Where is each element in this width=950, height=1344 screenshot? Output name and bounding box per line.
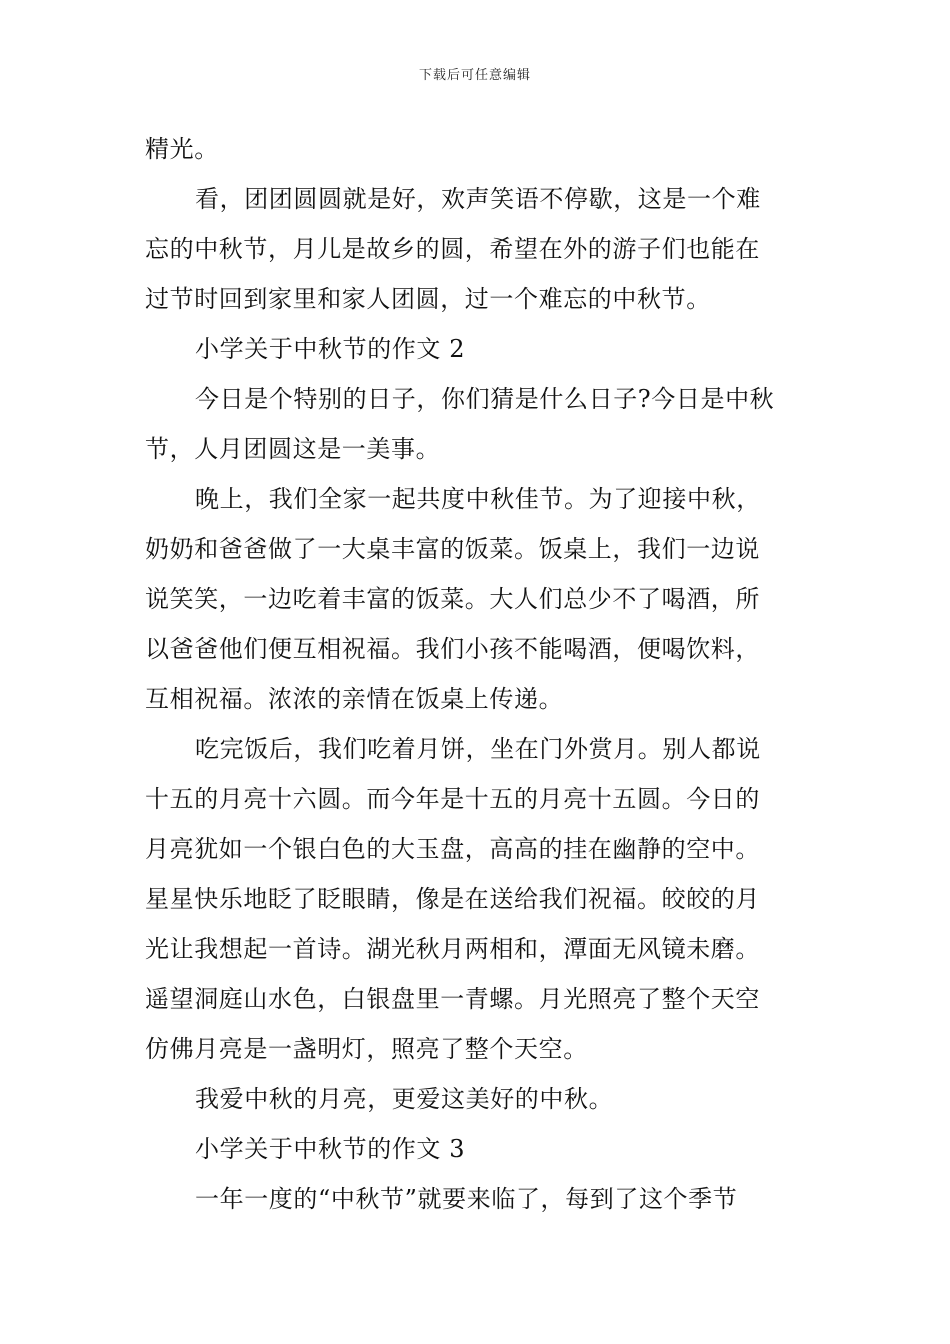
paragraph-start-line: 今日是个特别的日子，你们猜是什么日子?今日是中秋 — [195, 385, 775, 413]
text-line: 互相祝福。浓浓的亲情在饭桌上传递。 — [145, 685, 564, 713]
text-line: 忘的中秋节，月儿是故乡的圆，希望在外的游子们也能在 — [145, 235, 760, 263]
page-header: 下载后可任意编辑 — [418, 68, 531, 83]
paragraph-start-line: 我爱中秋的月亮，更爱这美好的中秋。 — [195, 1085, 614, 1113]
document-body — [145, 124, 810, 1224]
text-line: 十五的月亮十六圆。而今年是十五的月亮十五圆。今日的 — [145, 785, 760, 813]
text-line: 星星快乐地眨了眨眼睛，像是在送给我们祝福。皎皎的月 — [145, 885, 760, 913]
text-line: 过节时回到家里和家人团圆，过一个难忘的中秋节。 — [145, 285, 711, 313]
text-line: 说笑笑，一边吃着丰富的饭菜。大人们总少不了喝酒，所 — [145, 585, 760, 613]
text-line: 光让我想起一首诗。湖光秋月两相和，潭面无风镜未磨。 — [145, 935, 760, 963]
text-line: 以爸爸他们便互相祝福。我们小孩不能喝酒，便喝饮料， — [145, 635, 760, 663]
text-line: 仿佛月亮是一盏明灯，照亮了整个天空。 — [145, 1035, 588, 1063]
paragraph-start-line: 晚上，我们全家一起共度中秋佳节。为了迎接中秋， — [195, 485, 761, 513]
section-heading: 小学关于中秋节的作文 3 — [195, 1135, 466, 1163]
text-line: 节，人月团圆这是一美事。 — [145, 435, 441, 463]
text-line: 月亮犹如一个银白色的大玉盘，高高的挂在幽静的空中。 — [145, 835, 760, 863]
text-line: 遥望洞庭山水色，白银盘里一青螺。月光照亮了整个天空 — [145, 985, 760, 1013]
text-line: 精光。 — [145, 135, 219, 163]
paragraph-start-line: 吃完饭后，我们吃着月饼，坐在门外赏月。别人都说 — [195, 735, 761, 763]
text-line: 奶奶和爸爸做了一大桌丰富的饭菜。饭桌上，我们一边说 — [145, 535, 760, 563]
paragraph-start-line: 一年一度的“中秋节”就要来临了，每到了这个季节 — [195, 1185, 738, 1213]
paragraph-start-line: 看，团团圆圆就是好，欢声笑语不停歇，这是一个难 — [195, 185, 761, 213]
section-heading: 小学关于中秋节的作文 2 — [195, 335, 466, 363]
